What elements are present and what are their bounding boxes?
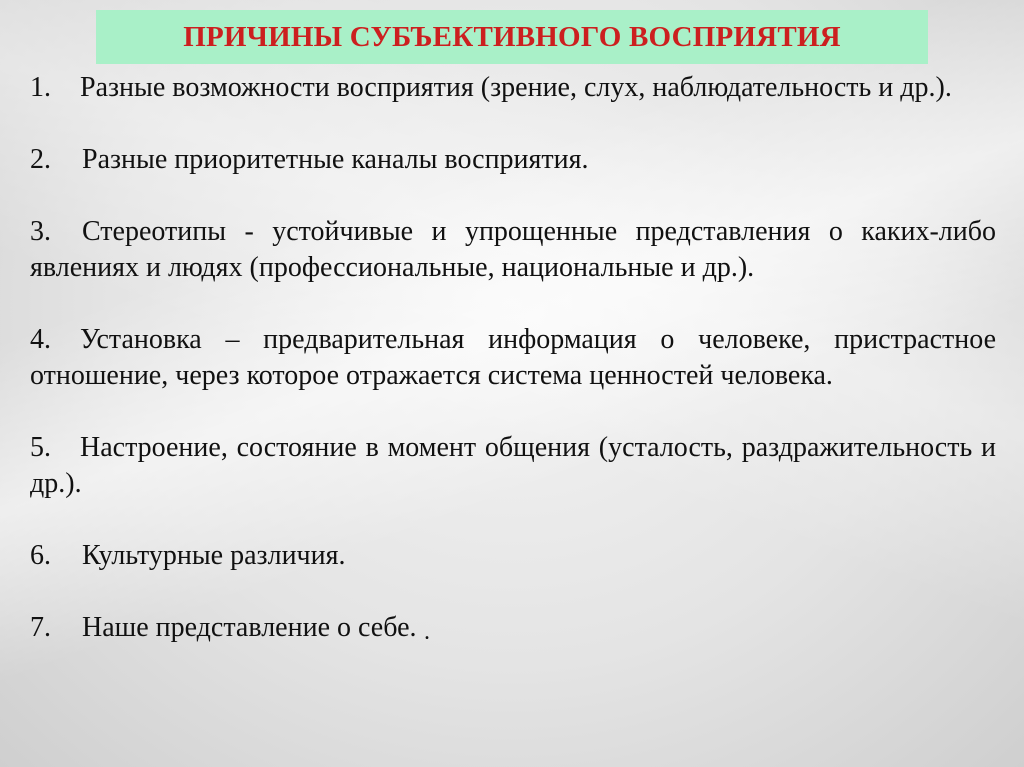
list-item-text: Разные приоритетные каналы восприятия. [82,144,589,175]
list-item-2 [30,142,996,178]
list-item-text: Наше представление о себе. [82,612,417,643]
list-item-number: 3. [30,216,51,247]
reasons-list [30,70,996,646]
list-item-6 [30,538,996,574]
list-item-7 [30,610,996,646]
title-banner [96,10,928,64]
list-item-number: 2. [30,144,51,175]
list-item-number: 1. [30,72,51,103]
list-item-4 [30,322,996,394]
list-item-text: Культурные различия. [82,540,346,571]
list-item-text: Установка – предварительная информация о человеке, пристрастное отношение, через которое отражается система ценностей человека. [30,324,996,391]
list-item-text: Настроение, состояние в момент общения (усталость, раздражительность и др.). [30,432,996,499]
list-item-number: 6. [30,540,51,571]
list-item-3 [30,214,996,286]
stray-dot: . [424,619,430,645]
list-item-5 [30,430,996,502]
list-item-text: Разные возможности восприятия (зрение, слух, наблюдательность и др.). [80,72,952,103]
list-item-number: 5. [30,432,51,463]
list-item-text: Стереотипы - устойчивые и упрощенные представления о каких-либо явлениях и людях (профессиональные, национальные и др.). [30,216,996,283]
list-item-number: 4. [30,324,51,355]
slide-title: ПРИЧИНЫ СУБЪЕКТИВНОГО ВОСПРИЯТИЯ [183,20,841,53]
list-item-1 [30,70,996,106]
list-item-number: 7. [30,612,51,643]
